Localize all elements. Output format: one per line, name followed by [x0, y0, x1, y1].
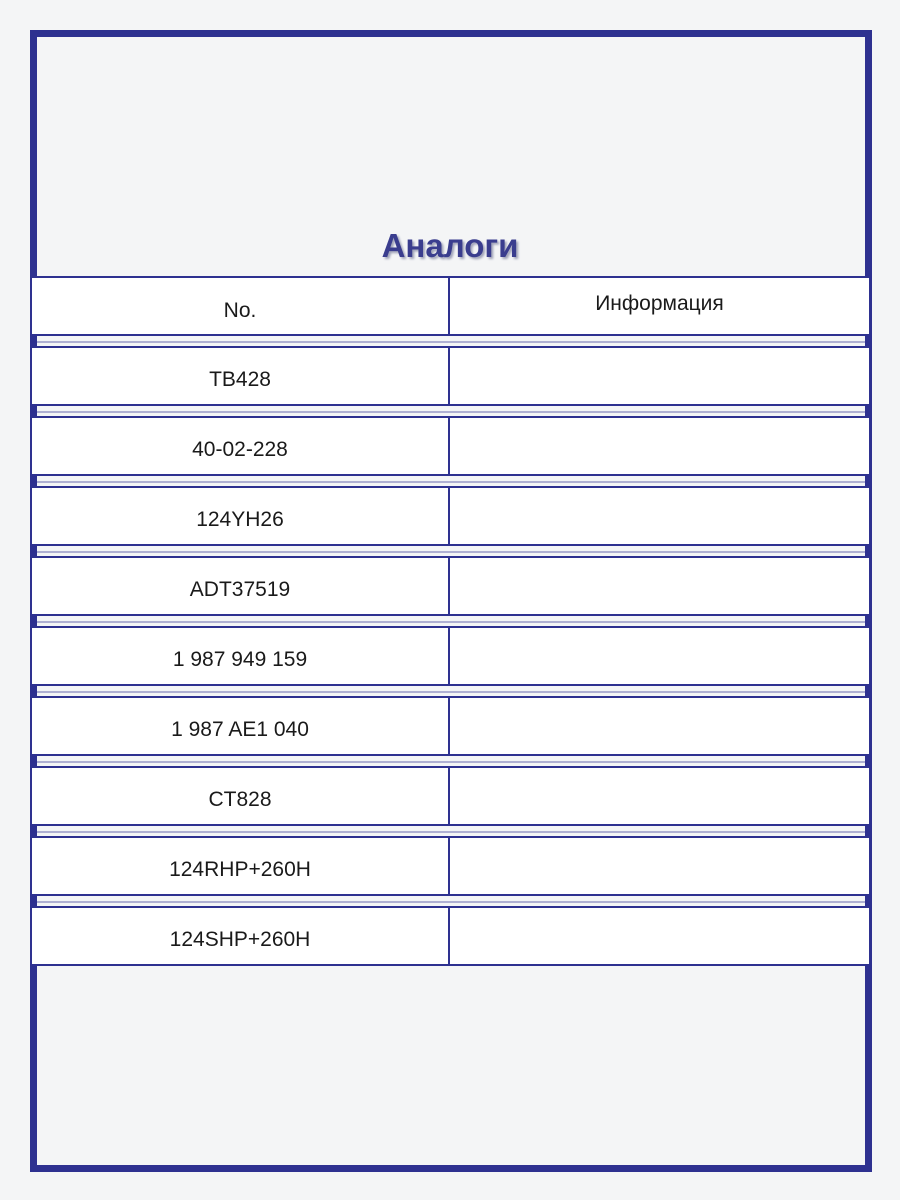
- row-no-cell: 124YH26: [32, 488, 450, 544]
- header-no: No.: [32, 278, 450, 334]
- analogs-table: [30, 276, 871, 976]
- table-row: [30, 836, 871, 896]
- table-row: [30, 626, 871, 686]
- row-info-cell: [450, 698, 869, 754]
- table-row: [30, 766, 871, 826]
- row-no-cell: CT828: [32, 768, 450, 824]
- table-row: [30, 416, 871, 476]
- row-no-cell: ADT37519: [32, 558, 450, 614]
- row-info-cell: [450, 768, 869, 824]
- row-no-cell: 1 987 AE1 040: [32, 698, 450, 754]
- row-no-cell: TB428: [32, 348, 450, 404]
- row-info-cell: [450, 838, 869, 894]
- row-no-cell: 124RHP+260H: [32, 838, 450, 894]
- table-row: [30, 906, 871, 966]
- header-info: Информация: [595, 292, 724, 315]
- row-info-cell: [450, 348, 869, 404]
- page-title: Аналоги: [381, 227, 519, 264]
- row-no-cell: 124SHP+260H: [32, 908, 450, 964]
- table-row: [30, 486, 871, 546]
- table-row: [30, 556, 871, 616]
- row-info-cell: [450, 488, 869, 544]
- row-no-cell: 40-02-228: [32, 418, 450, 474]
- table-row: [30, 346, 871, 406]
- table-row: [30, 696, 871, 756]
- row-info-cell: [450, 908, 869, 964]
- row-info-cell: [450, 558, 869, 614]
- row-info-cell: [450, 628, 869, 684]
- row-no-cell: 1 987 949 159: [32, 628, 450, 684]
- row-info-cell: [450, 418, 869, 474]
- table-header-row: [30, 276, 871, 336]
